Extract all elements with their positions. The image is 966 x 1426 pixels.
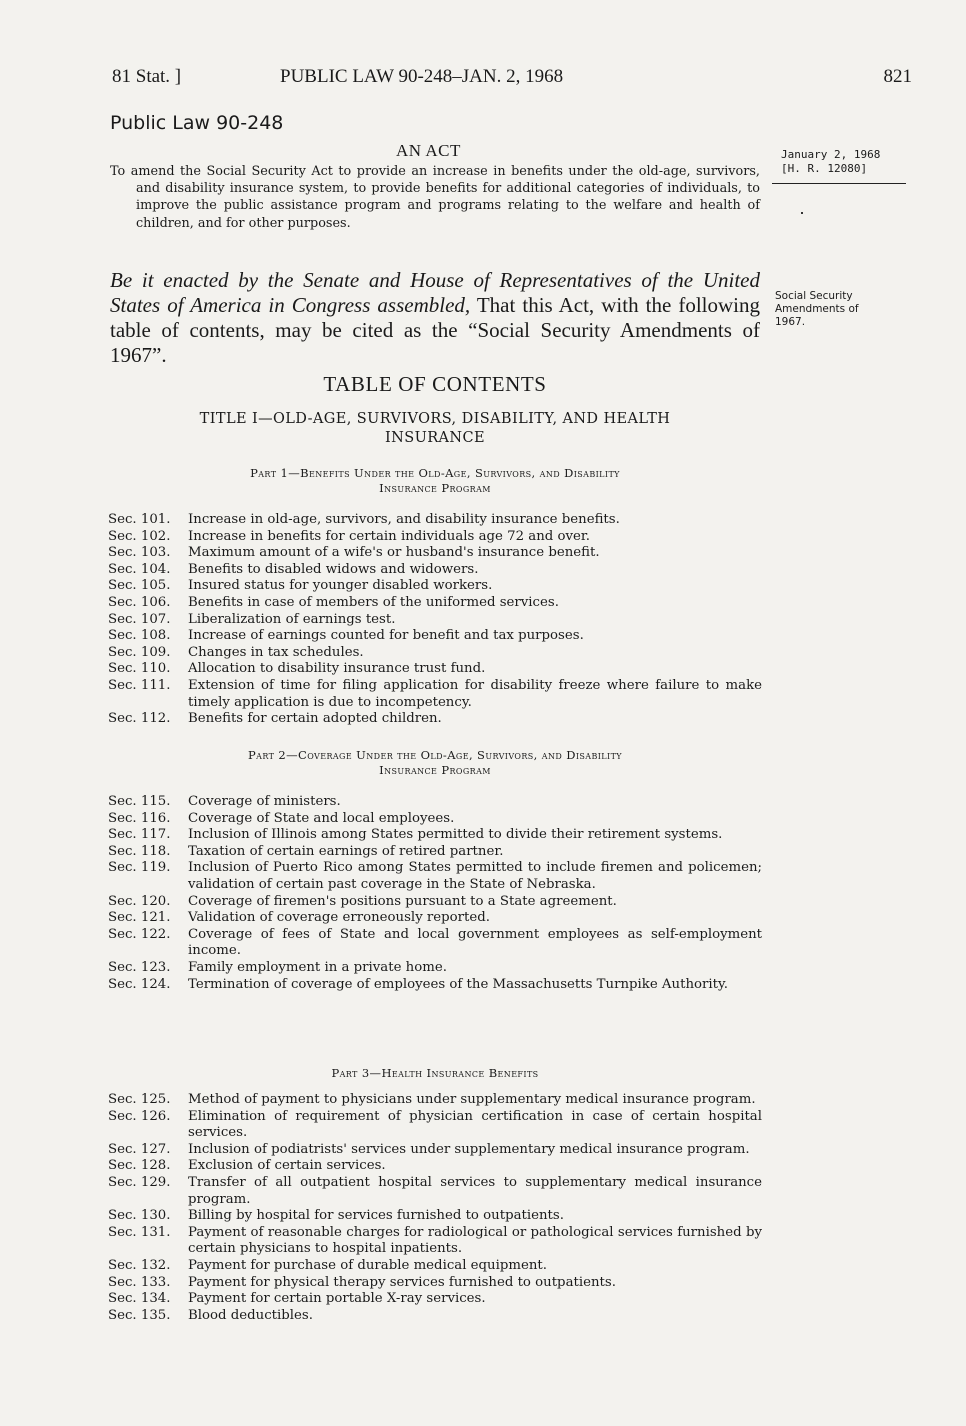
section-title: Billing by hospital for services furnished to outpatients. [188,1208,564,1224]
section-number: Sec. 111. [108,677,171,693]
part-2-section-list [108,794,762,993]
title-i-line: TITLE I—OLD-AGE, SURVIVORS, DISABILITY, AND HEALTH [199,411,671,427]
section-title: Coverage of ministers. [188,794,341,809]
margin-note-line: 1967. [775,316,806,328]
part-heading-line: Part 2—Coverage Under the Old-Age, Survivors, and Disability [248,748,622,762]
an-act-heading: AN ACT [396,141,461,160]
toc-entry [108,1175,762,1208]
margin-note-date [781,148,880,176]
toc-entry [108,678,762,711]
purpose-text: To amend the Social Security Act to provide an increase in benefits under the old-age, survivors, and disability insurance system, to provide benefits for additional categories of individuals, to improve the public assistance program and programs relating to the welfare and health of children, and for other purposes. [110,164,760,231]
section-title: Liberalization of earnings test. [188,611,396,627]
section-number: Sec. 126. [108,1108,171,1124]
short-title-text: That this Act, with the following table of contents, may be cited as the “Social Security Amendments of 1967”. [110,293,760,367]
section-number: Sec. 112. [108,711,171,727]
part-heading-line: Insurance Program [379,481,491,495]
header-law-title: PUBLIC LAW 90-248–JAN. 2, 1968 [280,66,564,87]
section-number: Sec. 128. [108,1158,171,1174]
toc-entry [108,612,762,629]
toc-entry [108,1291,762,1308]
part-3-section-list [108,1092,762,1324]
toc-entry [108,1109,762,1142]
section-number: Sec. 129. [108,1174,171,1190]
toc-entry [108,578,762,595]
toc-entry [108,827,762,844]
section-number: Sec. 134. [108,1291,171,1307]
statute-volume: 81 Stat. ] [112,66,182,87]
toc-entry [108,1308,762,1325]
title-i-line: INSURANCE [385,430,485,446]
toc-entry [108,1142,762,1159]
part-2-heading [110,748,760,778]
act-purpose [110,163,760,232]
section-number: Sec. 122. [108,926,171,942]
toc-entry [108,1225,762,1258]
section-number: Sec. 105. [108,578,171,594]
enacting-formula: Be it enacted by the Senate and House of Representatives of the United States of America in Congress assembled, [110,268,760,317]
section-title: Increase of earnings counted for benefit and tax purposes. [188,628,584,644]
enacting-clause [110,268,760,368]
section-title: Payment for purchase of durable medical equipment. [188,1257,547,1273]
section-number: Sec. 130. [108,1208,171,1224]
toc-entry [108,1208,762,1225]
public-law-title: Public Law 90-248 [110,112,284,134]
toc-entry [108,1258,762,1275]
section-number: Sec. 127. [108,1141,171,1157]
section-number: Sec. 109. [108,644,171,660]
toc-entry [108,1275,762,1292]
toc-entry [108,910,762,927]
toc-entry [108,894,762,911]
running-header [112,66,912,90]
section-number: Sec. 115. [108,794,171,809]
toc-entry [108,711,762,728]
section-title: Coverage of State and local employees. [188,810,455,826]
toc-entry [108,794,762,811]
section-title: Exclusion of certain services. [188,1158,386,1174]
section-title: Coverage of fees of State and local government employees as self-employment income. [188,926,762,959]
section-title: Payment for certain portable X-ray services. [188,1291,486,1307]
section-title: Inclusion of Illinois among States permitted to divide their retirement systems. [188,827,723,843]
margin-note-short-title [775,290,859,329]
section-title: Benefits to disabled widows and widowers. [188,561,479,577]
section-title: Inclusion of Puerto Rico among States permitted to include firemen and policemen; validation of certain past coverage in the State of Nebraska. [188,860,762,892]
section-number: Sec. 123. [108,959,171,975]
margin-rule [772,183,906,184]
section-title: Blood deductibles. [188,1307,313,1323]
margin-dot [801,212,803,214]
section-number: Sec. 104. [108,561,171,577]
toc-entry [108,645,762,662]
section-title: Family employment in a private home. [188,959,447,975]
toc-entry [108,512,762,529]
section-title: Allocation to disability insurance trust fund. [188,661,486,677]
section-number: Sec. 121. [108,910,171,926]
section-number: Sec. 117. [108,827,171,843]
toc-entry [108,1158,762,1175]
part-1-heading [110,466,760,496]
section-number: Sec. 110. [108,661,171,677]
section-title: Changes in tax schedules. [188,644,364,660]
part-heading-line: Part 1—Benefits Under the Old-Age, Survivors, and Disability [250,466,620,480]
section-number: Sec. 101. [108,512,171,527]
section-title: Payment of reasonable charges for radiological or pathological services furnished by certain physicians to hospital inpatients. [188,1224,762,1257]
section-title: Taxation of certain earnings of retired partner. [188,843,504,859]
section-number: Sec. 124. [108,976,171,992]
section-title: Increase in benefits for certain individuals age 72 and over. [188,528,591,544]
section-title: Termination of coverage of employees of the Massachusetts Turnpike Authority. [188,976,728,992]
toc-entry [108,927,762,960]
section-number: Sec. 103. [108,545,171,561]
bill-number: [H. R. 12080] [781,162,868,175]
part-heading-line: Part 3—Health Insurance Benefits [331,1066,539,1080]
toc-entry [108,960,762,977]
section-number: Sec. 131. [108,1224,171,1240]
section-title: Maximum amount of a wife's or husband's insurance benefit. [188,545,600,561]
section-title: Transfer of all outpatient hospital services to supplementary medical insurance program. [188,1174,762,1207]
section-title: Inclusion of podiatrists' services under supplementary medical insurance program. [188,1141,750,1157]
section-number: Sec. 132. [108,1257,171,1273]
section-number: Sec. 125. [108,1092,171,1107]
section-number: Sec. 118. [108,843,171,859]
section-number: Sec. 116. [108,810,171,826]
section-title: Benefits for certain adopted children. [188,711,442,727]
part-1-section-list [108,512,762,728]
section-title: Method of payment to physicians under supplementary medical insurance program. [188,1092,756,1107]
toc-entry [108,860,762,893]
section-number: Sec. 120. [108,893,171,909]
section-number: Sec. 106. [108,594,171,610]
section-title: Payment for physical therapy services furnished to outpatients. [188,1274,616,1290]
enactment-date: January 2, 1968 [781,148,881,161]
section-number: Sec. 133. [108,1274,171,1290]
section-title: Extension of time for filing application for disability freeze where failure to make timely application is due to incompetency. [188,677,762,710]
part-3-heading [110,1066,760,1081]
toc-entry [108,1092,762,1109]
section-title: Coverage of firemen's positions pursuant to a State agreement. [188,893,617,909]
margin-note-line: Social Security [775,290,853,302]
section-title: Increase in old-age, survivors, and disability insurance benefits. [188,512,620,527]
toc-entry [108,545,762,562]
section-title: Benefits in case of members of the uniformed services. [188,594,559,610]
toc-entry [108,628,762,645]
toc-entry [108,529,762,546]
section-title: Insured status for younger disabled workers. [188,578,493,594]
section-title: Elimination of requirement of physician certification in case of certain hospital services. [188,1108,762,1141]
page-number: 821 [883,66,912,87]
title-i-heading [110,410,760,448]
toc-entry [108,562,762,579]
section-number: Sec. 135. [108,1307,171,1323]
toc-entry [108,977,762,994]
section-number: Sec. 102. [108,528,171,544]
margin-note-line: Amendments of [775,303,859,315]
toc-entry [108,811,762,828]
section-number: Sec. 108. [108,628,171,644]
section-title: Validation of coverage erroneously reported. [188,910,490,926]
toc-entry [108,595,762,612]
toc-entry [108,844,762,861]
table-of-contents-heading: TABLE OF CONTENTS [323,372,547,396]
section-number: Sec. 107. [108,611,171,627]
toc-entry [108,661,762,678]
part-heading-line: Insurance Program [379,763,491,777]
section-number: Sec. 119. [108,860,171,876]
